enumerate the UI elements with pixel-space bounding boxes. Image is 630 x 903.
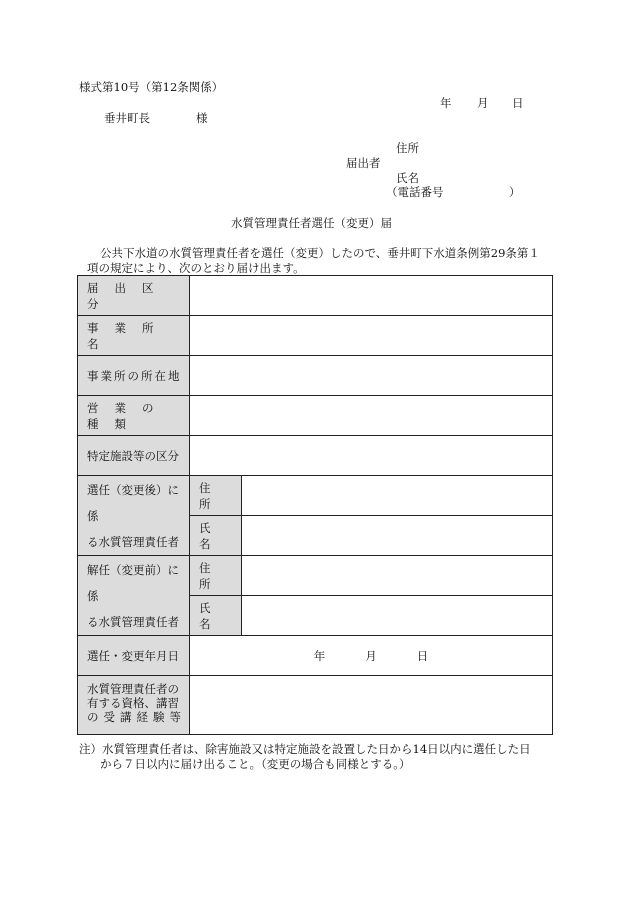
intro-line-1: 公共下水道の水質管理責任者を選任（変更）したので、垂井町下水道条例第29条第１	[100, 246, 540, 260]
label-dismissed-name: 氏名	[190, 596, 242, 636]
facility-category-field[interactable]	[190, 436, 553, 476]
honorific: 様	[196, 111, 208, 125]
qual-line-1: 水質管理責任者の	[87, 682, 179, 696]
applicant-address-label: 住所	[396, 141, 419, 155]
addressee: 垂井町長	[104, 111, 150, 125]
label-appointed-address: 住所	[190, 476, 242, 516]
dismissed-address-field[interactable]	[242, 556, 553, 596]
dismissed-name-field[interactable]	[242, 596, 553, 636]
dismissed-line-1: 解任（変更前）に係	[87, 562, 179, 603]
note-line-2: から７日以内に届け出ること。（変更の場合も同様とする。）	[100, 757, 411, 771]
appointed-address-field[interactable]	[242, 476, 553, 516]
appointment-date-field[interactable]	[190, 636, 553, 676]
date-month: 月	[365, 648, 377, 663]
table-row	[78, 316, 553, 356]
applicant-phone-close: ）	[509, 185, 521, 199]
notification-category-field[interactable]	[190, 276, 553, 316]
applicant-role-label: 届出者	[346, 156, 381, 170]
table-row	[78, 356, 553, 396]
intro-line-2: 項の規定により、次のとおり届け出ます。	[87, 261, 305, 275]
document-title: 水質管理責任者選任（変更）届	[231, 216, 392, 230]
notification-form-table	[77, 275, 553, 735]
establishment-name-field[interactable]	[190, 316, 553, 356]
dismissed-line-2: る水質管理責任者	[87, 614, 179, 629]
label-appointment-date: 選任・変更年月日	[78, 636, 190, 676]
appointed-name-field[interactable]	[242, 516, 553, 556]
table-row	[78, 436, 553, 476]
appointed-line-1: 選任（変更後）に係	[87, 482, 179, 523]
establishment-location-field[interactable]	[190, 356, 553, 396]
label-facility-category: 特定施設等の区分	[78, 436, 190, 476]
applicant-name-label: 氏名	[396, 171, 419, 185]
label-dismissed-manager	[78, 556, 190, 636]
label-dismissed-address: 住所	[190, 556, 242, 596]
table-row	[78, 476, 553, 516]
label-business-type: 営業の種類	[78, 396, 190, 436]
table-row	[78, 676, 553, 735]
label-qualifications	[78, 676, 190, 735]
table-row	[78, 396, 553, 436]
table-row	[78, 636, 553, 676]
label-appointed-manager	[78, 476, 190, 556]
date-day-label: 日	[512, 96, 524, 110]
table-row	[78, 556, 553, 596]
appointed-line-2: る水質管理責任者	[87, 534, 179, 549]
date-year-label: 年	[440, 96, 452, 110]
label-establishment-name: 事業所名	[78, 316, 190, 356]
note-line-1: 注）水質管理責任者は、除害施設又は特定施設を設置した日から14日以内に選任した日	[79, 742, 531, 756]
date-year: 年	[313, 648, 326, 663]
date-day: 日	[416, 648, 429, 663]
label-establishment-location: 事業所の所在地	[78, 356, 190, 396]
qual-line-2: 有する資格、講習	[87, 696, 179, 710]
qualifications-field[interactable]	[190, 676, 553, 735]
qual-line-3: の受講経験等	[87, 710, 186, 724]
label-appointed-name: 氏名	[190, 516, 242, 556]
applicant-phone-open: （電話番号	[386, 185, 444, 199]
business-type-field[interactable]	[190, 396, 553, 436]
date-month-label: 月	[477, 96, 489, 110]
table-row	[78, 276, 553, 316]
label-notification-category: 届出区分	[78, 276, 190, 316]
form-number: 様式第10号（第12条関係）	[79, 80, 224, 94]
